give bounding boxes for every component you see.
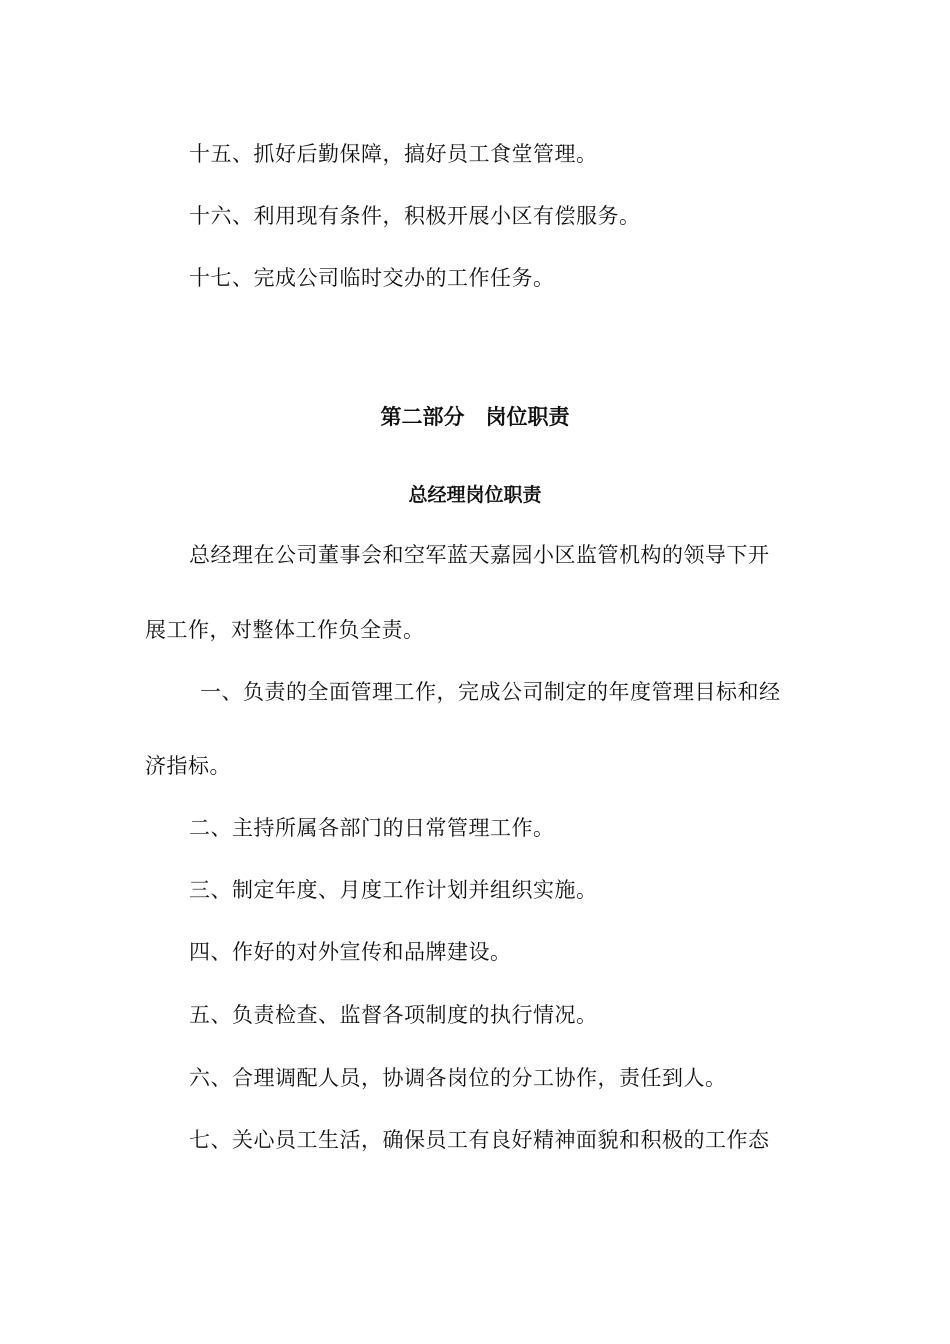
duty-5: 五、负责检查、监督各项制度的执行情况。 [189,1003,598,1027]
item-16: 十六、利用现有条件，积极开展小区有偿服务。 [189,204,641,228]
section-title: 第二部分 岗位职责 [380,405,570,429]
item-15: 十五、抓好后勤保障，搞好员工食堂管理。 [189,142,598,166]
duty-2: 二、主持所属各部门的日常管理工作。 [189,816,555,840]
duty-6: 六、合理调配人员，协调各岗位的分工协作，责任到人。 [189,1066,727,1090]
duty-3: 三、制定年度、月度工作计划并组织实施。 [189,878,598,902]
duty-1-line-1: 一、负责的全面管理工作，完成公司制定的年度管理目标和经 [200,680,781,704]
duty-1-line-2: 济指标。 [145,754,231,778]
intro-line-2: 展工作，对整体工作负全责。 [145,618,425,642]
duty-4: 四、作好的对外宣传和品牌建设。 [189,940,512,964]
duty-7: 七、关心员工生活，确保员工有良好精神面貌和积极的工作态 [189,1128,770,1152]
subsection-title: 总经理岗位职责 [408,484,542,506]
item-17: 十七、完成公司临时交办的工作任务。 [189,266,555,290]
intro-line-1: 总经理在公司董事会和空军蓝天嘉园小区监管机构的领导下开 [189,543,770,567]
